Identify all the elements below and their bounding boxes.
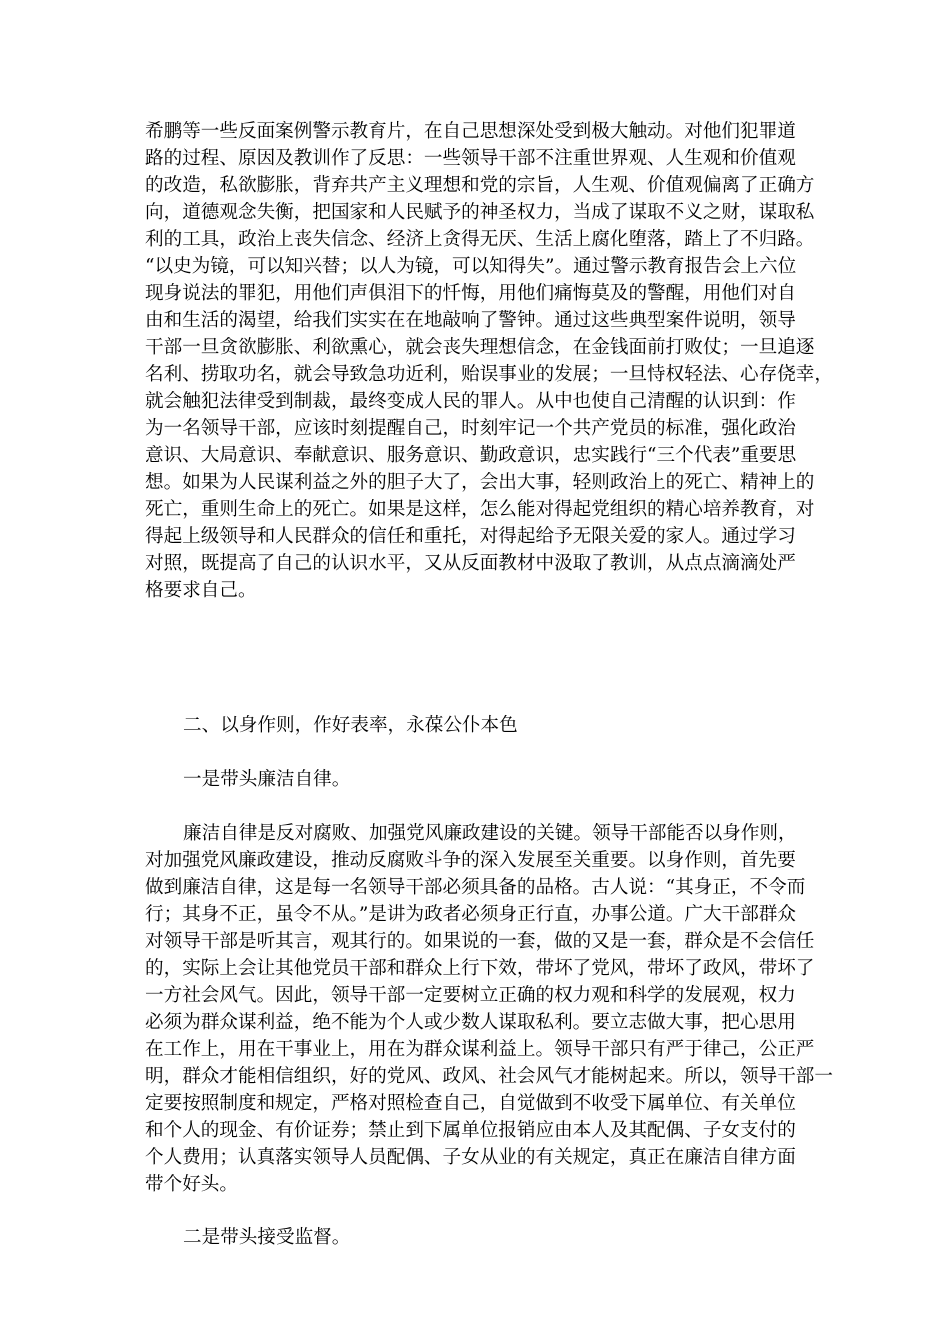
text-line: 对加强党风廉政建设，推动反腐败斗争的深入发展至关重要。以身作则，首先要 [145,850,796,871]
text-line: 格要求自己。 [145,580,257,601]
section-heading: 二、以身作则，作好表率，永葆公仆本色 [183,715,518,736]
text-line: 意识、大局意识、奉献意识、服务意识、勤政意识，忠实践行“三个代表”重要思 [145,445,797,466]
subheading-supervision: 二是带头接受监督。 [183,1227,351,1248]
text-line: 得起上级领导和人民群众的信任和重托，对得起给予无限关爱的家人。通过学习 [145,526,796,547]
text-line: 路的过程、原因及教训作了反思：一些领导干部不注重世界观、人生观和价值观 [145,148,796,169]
subheading-integrity: 一是带头廉洁自律。 [183,769,351,790]
text-line: 为一名领导干部，应该时刻提醒自己，时刻牢记一个共产党员的标准，强化政治 [145,418,796,439]
text-line: 希鹏等一些反面案例警示教育片，在自己思想深处受到极大触动。对他们犯罪道 [145,121,796,142]
text-line: 在工作上，用在干事业上，用在为群众谋利益上。领导干部只有严于律己，公正严 [145,1039,815,1060]
text-line: 的改造，私欲膨胀，背弃共产主义理想和党的宗旨，人生观、价值观偏离了正确方 [145,175,815,196]
text-line: 名利、捞取功名，就会导致急功近利，贻误事业的发展；一旦恃权轻法、心存侥幸， [145,364,833,385]
text-line: 明，群众才能相信组织，好的党风、政风、社会风气才能树起来。所以，领导干部一 [145,1066,833,1087]
text-line: 对照，既提高了自己的认识水平，又从反面教材中汲取了教训，从点点滴滴处严 [145,553,796,574]
text-line: 带个好头。 [145,1174,238,1195]
text-line: 一方社会风气。因此，领导干部一定要树立正确的权力观和科学的发展观，权力 [145,985,796,1006]
text-line: 对领导干部是听其言，观其行的。如果说的一套，做的又是一套，群众是不会信任 [145,931,815,952]
text-line: 死亡，重则生命上的死亡。如果是这样，怎么能对得起党组织的精心培养教育，对 [145,499,815,520]
text-line: 向，道德观念失衡，把国家和人民赋予的神圣权力，当成了谋取不义之财，谋取私 [145,202,815,223]
text-line: 现身说法的罪犯，用他们声俱泪下的忏悔，用他们痛悔莫及的警醒，用他们对自 [145,283,796,304]
text-line: 个人费用；认真落实领导人员配偶、子女从业的有关规定，真正在廉洁自律方面 [145,1147,796,1168]
text-line: 利的工具，政治上丧失信念、经济上贪得无厌、生活上腐化堕落，踏上了不归路。 [145,229,815,250]
text-line: 定要按照制度和规定，严格对照检查自己，自觉做到不收受下属单位、有关单位 [145,1093,796,1114]
text-line: 和个人的现金、有价证券；禁止到下属单位报销应由本人及其配偶、子女支付的 [145,1120,796,1141]
text-line: “以史为镜，可以知兴替；以人为镜，可以知得失”。通过警示教育报告会上六位 [145,256,797,277]
text-line: 的，实际上会让其他党员干部和群众上行下效，带坏了党风，带坏了政风，带坏了 [145,958,815,979]
text-line: 由和生活的渴望，给我们实实在在地敲响了警钟。通过这些典型案件说明，领导 [145,310,796,331]
text-line: 干部一旦贪欲膨胀、利欲熏心，就会丧失理想信念，在金钱面前打败仗；一旦追逐 [145,337,815,358]
text-line: 行；其身不正，虽令不从。”是讲为政者必须身正行直，办事公道。广大干部群众 [145,904,796,925]
text-line: 就会触犯法律受到制裁，最终变成人民的罪人。从中也使自己清醒的认识到：作 [145,391,796,412]
text-line: 想。如果为人民谋利益之外的胆子大了，会出大事，轻则政治上的死亡、精神上的 [145,472,815,493]
text-line: 廉洁自律是反对腐败、加强党风廉政建设的关键。领导干部能否以身作则， [183,823,797,844]
text-line: 必须为群众谋利益，绝不能为个人或少数人谋取私利。要立志做大事，把心思用 [145,1012,796,1033]
text-line: 做到廉洁自律，这是每一名领导干部必须具备的品格。古人说：“其身正，不令而 [145,877,806,898]
